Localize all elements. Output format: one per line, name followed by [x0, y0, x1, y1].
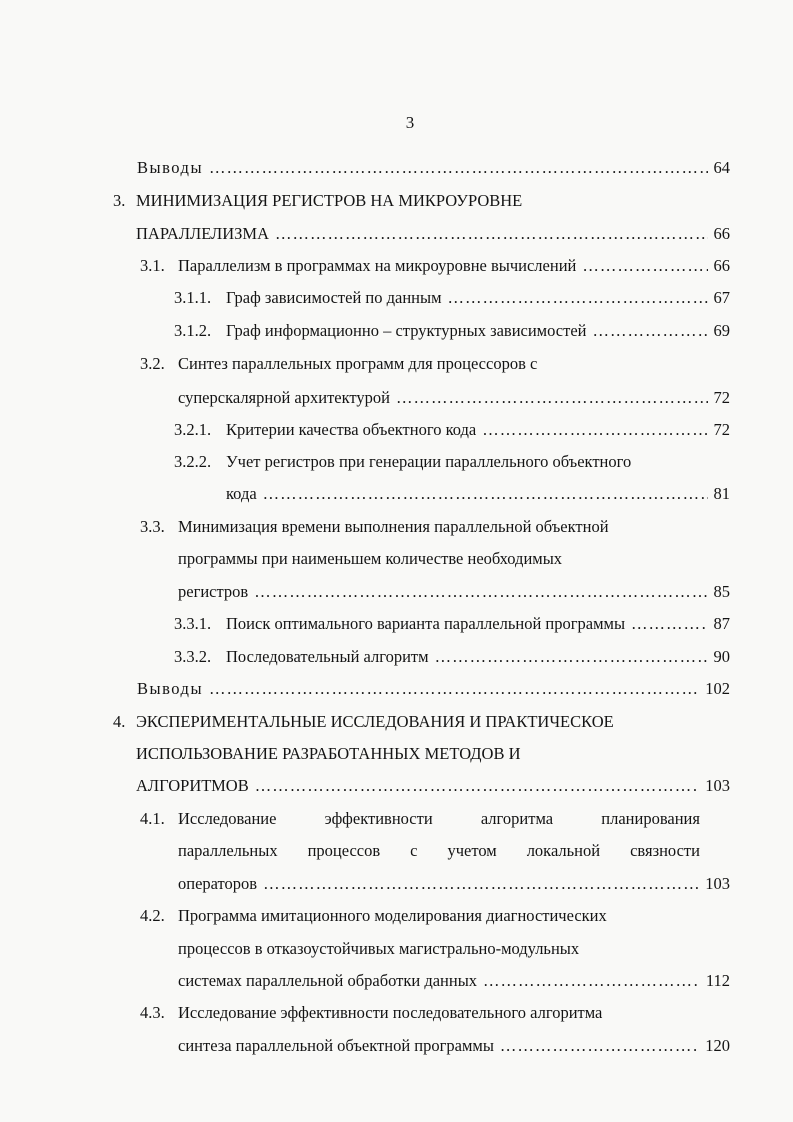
toc-leader-dots [275, 222, 707, 246]
toc-chapter-4-title-line1[interactable]: ЭКСПЕРИМЕНТАЛЬНЫЕ ИССЛЕДОВАНИЯ И ПРАКТИЧЕСКОЕ [136, 712, 614, 731]
toc-page-number: 72 [713, 420, 730, 439]
toc-section-3-1[interactable] [178, 254, 730, 278]
toc-entry-title: Критерии качества объектного кода [226, 420, 477, 439]
toc-entry-title: регистров [178, 582, 249, 601]
toc-page-number: 69 [713, 321, 730, 340]
toc-entry-title: Граф информационно – структурных зависимостей [226, 321, 587, 340]
toc-word: локальной [526, 841, 601, 860]
toc-leader-dots [592, 319, 707, 343]
toc-entry-title: синтеза параллельной объектной программы [178, 1036, 494, 1055]
toc-section-3-1-1-number: 3.1.1. [174, 288, 212, 307]
toc-section-3-3-1-number: 3.3.1. [174, 614, 212, 633]
toc-leader-dots [255, 774, 700, 798]
toc-page-number: 66 [713, 256, 730, 275]
toc-word: с [410, 841, 418, 860]
toc-entry-title: Выводы [137, 158, 204, 177]
toc-section-3-3-number: 3.3. [140, 517, 165, 536]
toc-word: связности [630, 841, 700, 860]
toc-chapter-4-number: 4. [113, 712, 126, 731]
toc-word: Исследование [178, 809, 277, 828]
toc-page-number: 81 [713, 484, 730, 503]
toc-section-4-1-title-line1[interactable] [178, 807, 700, 831]
toc-leader-dots [482, 418, 707, 442]
toc-section-3-3-2-number: 3.3.2. [174, 647, 212, 666]
toc-leader-dots [582, 254, 707, 278]
toc-chapter-4-title-line3[interactable] [136, 774, 730, 798]
toc-word: алгоритма [480, 809, 554, 828]
toc-section-3-2-2-title-line1[interactable]: Учет регистров при генерации параллельного объектного [226, 452, 632, 471]
toc-section-4-2-title-line2[interactable]: процессов в отказоустойчивых магистрально-модульных [178, 939, 580, 958]
toc-section-3-3-title-line1[interactable]: Минимизация времени выполнения параллельной объектной [178, 517, 609, 536]
toc-entry-title: Граф зависимостей по данным [226, 288, 442, 307]
toc-leader-dots [396, 386, 708, 410]
toc-page-number: 67 [713, 288, 730, 307]
toc-entry-conclusions-1[interactable] [137, 156, 730, 180]
page-number: 3 [405, 113, 415, 132]
toc-word: эффективности [324, 809, 433, 828]
toc-leader-dots [263, 872, 699, 896]
toc-section-4-1-title-line2[interactable] [178, 839, 700, 863]
toc-entry-title: суперскалярной архитектурой [178, 388, 390, 407]
toc-section-3-1-2-number: 3.1.2. [174, 321, 212, 340]
toc-chapter-4-title-line2[interactable]: ИСПОЛЬЗОВАНИЕ РАЗРАБОТАННЫХ МЕТОДОВ И [136, 744, 521, 763]
toc-section-3-3-title-line2[interactable]: программы при наименьшем количестве необходимых [178, 549, 563, 568]
toc-entry-title: Параллелизм в программах на микроуровне вычислений [178, 256, 577, 275]
toc-entry-title: ПАРАЛЛЕЛИЗМА [136, 224, 270, 243]
toc-word: процессов [307, 841, 381, 860]
toc-section-4-2-title-line3[interactable] [178, 969, 730, 993]
toc-chapter-3-title-line2[interactable] [136, 222, 730, 246]
toc-page-number: 102 [705, 679, 730, 698]
toc-entry-title: системах параллельной обработки данных [178, 971, 478, 990]
toc-entry-conclusions-2[interactable] [137, 677, 730, 701]
toc-page-number: 72 [713, 388, 730, 407]
toc-word: планирования [601, 809, 700, 828]
toc-section-3-2-1-number: 3.2.1. [174, 420, 212, 439]
toc-leader-dots [631, 612, 707, 636]
toc-leader-dots [448, 286, 708, 310]
toc-entry-title: Поиск оптимального варианта параллельной программы [226, 614, 626, 633]
toc-page-number: 120 [705, 1036, 730, 1055]
toc-section-3-2-number: 3.2. [140, 354, 165, 373]
toc-leader-dots [435, 645, 708, 669]
toc-page-number: 90 [713, 647, 730, 666]
toc-page-number: 112 [705, 971, 730, 990]
toc-entry-title: Последовательный алгоритм [226, 647, 429, 666]
toc-page-number: 103 [705, 874, 730, 893]
toc-section-4-2-number: 4.2. [140, 906, 165, 925]
toc-section-3-3-2[interactable] [226, 645, 730, 669]
toc-section-4-3-title-line2[interactable] [178, 1034, 730, 1058]
toc-section-3-2-title-line1[interactable]: Синтез параллельных программ для процессоров с [178, 354, 538, 373]
toc-leader-dots [263, 482, 708, 506]
toc-leader-dots [209, 156, 707, 180]
toc-section-4-3-title-line1[interactable]: Исследование эффективности последовательного алгоритма [178, 1003, 603, 1022]
toc-page-number: 103 [705, 776, 730, 795]
toc-word: учетом [447, 841, 497, 860]
toc-page-number: 64 [713, 158, 730, 177]
toc-section-3-1-number: 3.1. [140, 256, 165, 275]
toc-section-3-3-title-line3[interactable] [178, 580, 730, 604]
toc-entry-title: Выводы [137, 679, 204, 698]
toc-leader-dots [500, 1034, 699, 1058]
toc-entry-title: АЛГОРИТМОВ [136, 776, 249, 795]
toc-chapter-3-number: 3. [113, 191, 126, 210]
toc-leader-dots [483, 969, 700, 993]
toc-section-4-3-number: 4.3. [140, 1003, 165, 1022]
toc-entry-title: кода [226, 484, 257, 503]
toc-section-3-1-2[interactable] [226, 319, 730, 343]
toc-leader-dots [209, 677, 699, 701]
toc-page-number: 66 [713, 224, 730, 243]
toc-section-3-2-title-line2[interactable] [178, 386, 730, 410]
toc-section-3-3-1[interactable] [226, 612, 730, 636]
toc-section-3-1-1[interactable] [226, 286, 730, 310]
toc-page-number: 85 [713, 582, 730, 601]
toc-chapter-3-title-line1[interactable]: МИНИМИЗАЦИЯ РЕГИСТРОВ НА МИКРОУРОВНЕ [136, 191, 523, 210]
toc-section-4-2-title-line1[interactable]: Программа имитационного моделирования диагностических [178, 906, 607, 925]
toc-section-3-2-2-title-line2[interactable] [226, 482, 730, 506]
toc-entry-title: операторов [178, 874, 258, 893]
toc-page-number: 87 [713, 614, 730, 633]
toc-section-3-2-2-number: 3.2.2. [174, 452, 212, 471]
toc-section-4-1-title-line3[interactable] [178, 872, 730, 896]
toc-leader-dots [254, 580, 707, 604]
toc-word: параллельных [178, 841, 278, 860]
toc-section-4-1-number: 4.1. [140, 809, 165, 828]
toc-section-3-2-1[interactable] [226, 418, 730, 442]
